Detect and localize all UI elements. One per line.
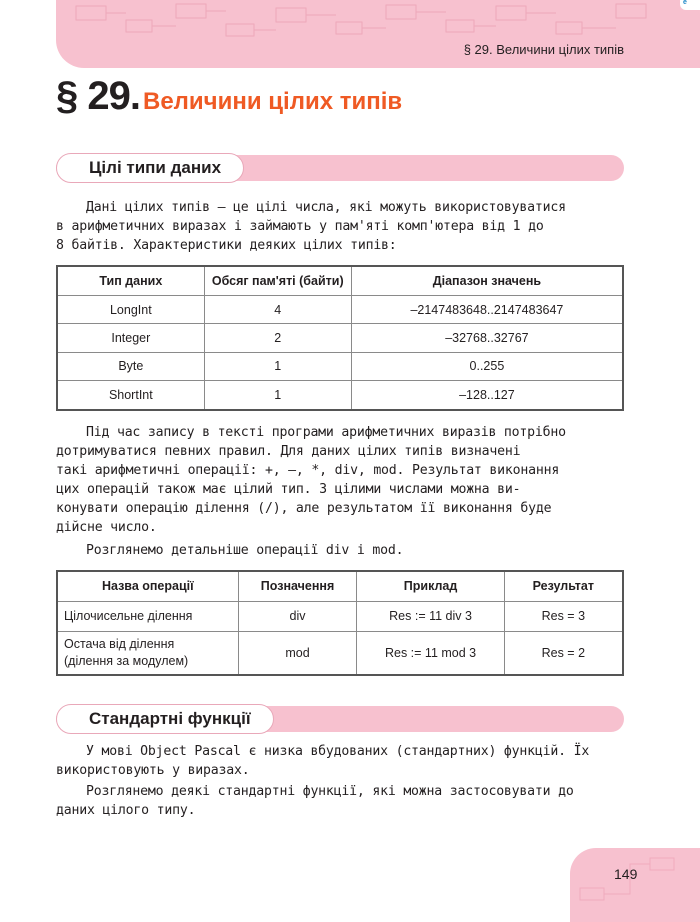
table-header-row (57, 571, 623, 601)
column-header: Результат (504, 571, 623, 601)
table-cell: Res = 2 (504, 631, 623, 675)
integer-types-table (56, 265, 624, 411)
section-title: Цілі типи даних (56, 153, 244, 183)
table-cell: 0..255 (351, 352, 623, 380)
table-row (57, 631, 623, 675)
table-cell: Res = 3 (504, 601, 623, 631)
text-line: використовують у виразах. (56, 763, 250, 778)
table-row (57, 352, 623, 380)
table-cell: div (238, 601, 357, 631)
column-header: Обсяг пам'яті (байти) (204, 266, 351, 295)
table-header-row (57, 266, 623, 295)
header-pattern (56, 0, 700, 68)
operations-table (56, 570, 624, 676)
functions-paragraph-2 (56, 782, 626, 820)
table-cell: 1 (204, 352, 351, 380)
chapter-title: Величини цілих типів (143, 88, 403, 115)
table-cell: Остача від ділення (ділення за модулем) (57, 631, 238, 675)
page-number: 149 (614, 866, 638, 882)
section-header-standard-functions (56, 706, 624, 732)
column-header: Приклад (357, 571, 504, 601)
text-line: дотримуватися певних правил. Для даних цілих типів визначені (56, 444, 521, 459)
table-row (57, 601, 623, 631)
div-mod-paragraph (56, 541, 626, 560)
table-cell: Integer (57, 324, 204, 352)
text-line: Дані цілих типів — це цілі числа, які можуть використовуватися (86, 200, 566, 215)
chapter-number: § 29. (56, 74, 140, 118)
functions-paragraph (56, 742, 626, 780)
table-row (57, 324, 623, 352)
table-cell: Res := 11 div 3 (357, 601, 504, 631)
column-header: Діапазон значень (351, 266, 623, 295)
table-cell: –32768..32767 (351, 324, 623, 352)
intro-paragraph (56, 198, 626, 255)
running-head: § 29. Величини цілих типів (463, 42, 624, 57)
text-line: 8 байтів. Характеристики деяких цілих типів: (56, 238, 397, 253)
text-line: дійсне число. (56, 520, 157, 535)
section-header-integer-types (56, 155, 624, 181)
table-cell: –2147483648..2147483647 (351, 295, 623, 323)
section-title: Стандартні функції (56, 704, 274, 734)
tab-pattern (570, 848, 700, 922)
table-cell: –128..127 (351, 381, 623, 410)
table-cell: mod (238, 631, 357, 675)
table-cell: Цілочисельне ділення (57, 601, 238, 631)
publisher-logo (680, 0, 700, 10)
text-line: конувати операцію ділення (/), але результатом її виконання буде (56, 501, 552, 516)
page-number-tab (570, 848, 700, 922)
table-row (57, 295, 623, 323)
table-cell: 2 (204, 324, 351, 352)
header-band (56, 0, 700, 68)
column-header: Тип даних (57, 266, 204, 295)
text-line: Під час запису в тексті програми арифметичних виразів потрібно (86, 425, 566, 440)
table-cell: Res := 11 mod 3 (357, 631, 504, 675)
text-line: Розглянемо деякі стандартні функції, які можна застосовувати до (86, 784, 574, 799)
rules-paragraph (56, 423, 626, 537)
logo-icon: e (683, 0, 687, 6)
table-cell: ShortInt (57, 381, 204, 410)
table-row (57, 381, 623, 410)
text-line: цих операцій також має цілий тип. З цілими числами можна ви- (56, 482, 521, 497)
text-line: Розглянемо детальніше операції div і mod. (86, 543, 404, 558)
table-cell: LongInt (57, 295, 204, 323)
text-line: У мові Object Pascal є низка вбудованих (стандартних) функцій. Їх (86, 744, 590, 759)
text-line: такі арифметичні операції: +, –, *, div, mod. Результат виконання (56, 463, 560, 478)
column-header: Позначення (238, 571, 357, 601)
text-line: в арифметичних виразах і займають у пам'яті комп'ютера від 1 до (56, 219, 544, 234)
table-cell: Byte (57, 352, 204, 380)
table-cell: 1 (204, 381, 351, 410)
column-header: Назва операції (57, 571, 238, 601)
text-line: даних цілого типу. (56, 803, 196, 818)
table-cell: 4 (204, 295, 351, 323)
